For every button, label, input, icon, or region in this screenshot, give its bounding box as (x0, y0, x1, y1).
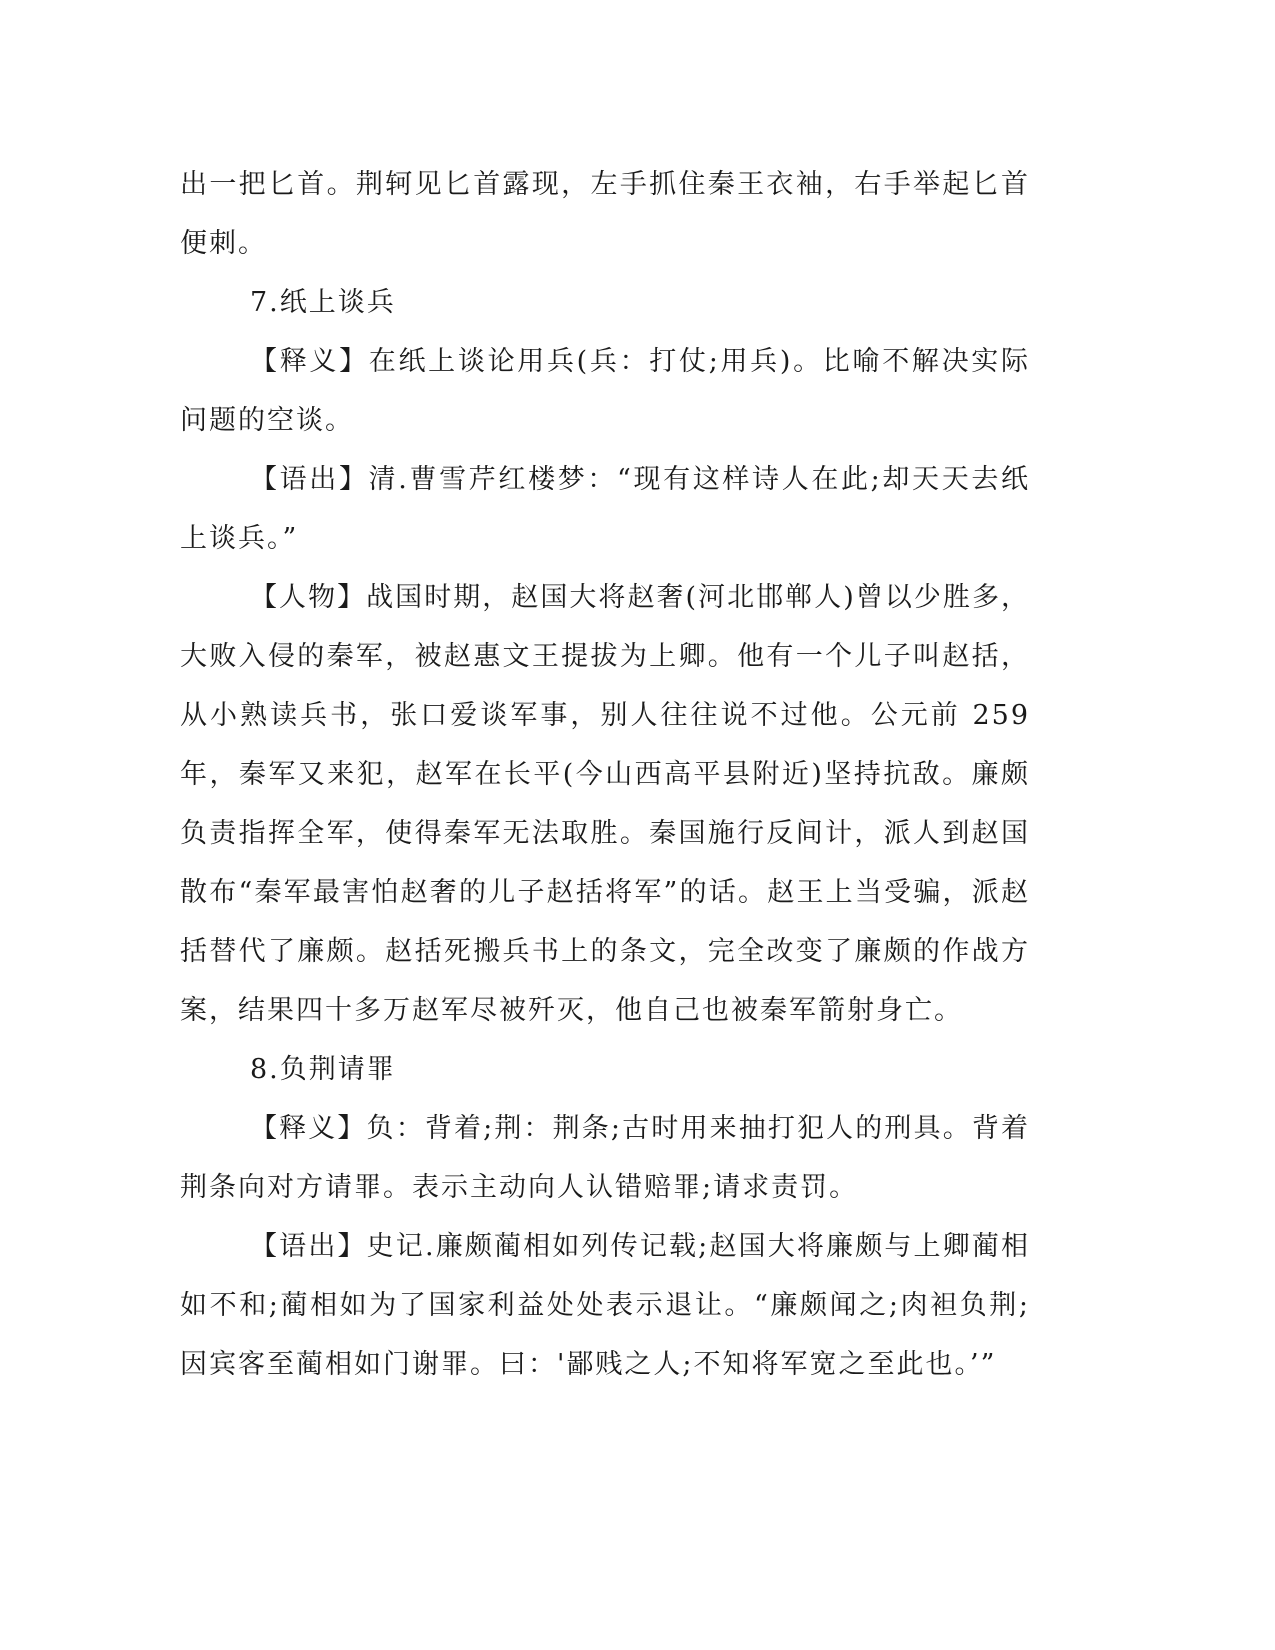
section-heading-8: 8.负荆请罪 (250, 1054, 396, 1085)
paragraph-8-source: 【语出】史记.廉颇蔺相如列传记载;赵国大将廉颇与上卿蔺相如不和;蔺相如为了国家利益处处表示退让。“廉颇闻之;肉袒负荆;因宾客至蔺相如门谢罪。曰：'鄙贱之人;不知将军宽之至此也。’” (180, 1231, 1030, 1380)
paragraph-7-figure: 【人物】战国时期，赵国大将赵奢(河北邯郸人)曾以少胜多，大败入侵的秦军，被赵惠文王提拔为上卿。他有一个儿子叫赵括，从小熟读兵书，张口爱谈军事，别人往往说不过他。公元前 259 年，秦军又来犯，赵军在长平(今山西高平县附近)坚持抗敌。廉颇负责指挥全军，使得秦军无法取胜。秦国施行反间计，派人到赵国散布“秦军最害怕赵奢的儿子赵括将军”的话。赵王上当受骗，派赵括替代了廉颇。赵括死搬兵书上的条文，完全改变了廉颇的作战方案，结果四十多万赵军尽被歼灭，他自己也被秦军箭射身亡。 (180, 582, 1030, 1026)
paragraph-7-definition: 【释义】在纸上谈论用兵(兵：打仗;用兵)。比喻不解决实际问题的空谈。 (180, 346, 1030, 436)
paragraph-8-definition: 【释义】负：背着;荆：荆条;古时用来抽打犯人的刑具。背着荆条向对方请罪。表示主动向人认错赔罪;请求责罚。 (180, 1113, 1030, 1203)
document-body (180, 155, 1030, 1394)
paragraph-7-source: 【语出】清.曹雪芹红楼梦：“现有这样诗人在此;却天天去纸上谈兵。” (180, 464, 1030, 554)
section-heading-7: 7.纸上谈兵 (250, 287, 396, 318)
paragraph-continued-jingke: 出一把匕首。荆轲见匕首露现，左手抓住秦王衣袖，右手举起匕首便刺。 (180, 169, 1030, 259)
